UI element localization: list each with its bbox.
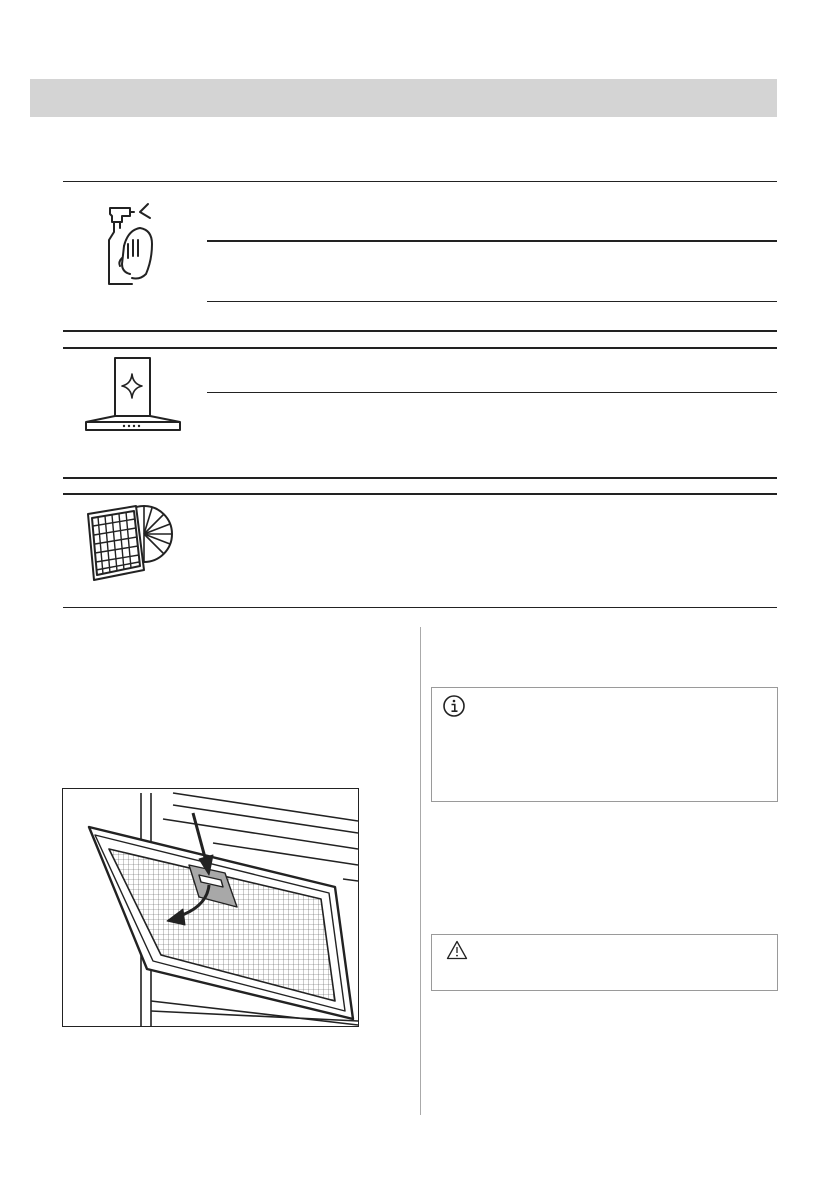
- warning-note-box: [431, 934, 778, 991]
- column-divider: [420, 627, 421, 1115]
- row2-bottom-rule: [63, 477, 777, 479]
- info-icon: [442, 694, 466, 718]
- row2-top-rule: [63, 347, 777, 349]
- row1-sub-rule-1: [207, 240, 777, 242]
- row2-sub-rule: [207, 392, 777, 393]
- cooker-hood-sparkle-icon: [84, 356, 182, 434]
- info-note-box: [431, 687, 778, 802]
- grease-filter-fan-icon: [80, 500, 176, 586]
- row3-top-rule: [63, 493, 777, 495]
- table-top-rule: [63, 181, 777, 182]
- row1-sub-rule-2: [207, 301, 777, 302]
- spray-bottle-cloth-icon: [100, 200, 160, 290]
- section-header-bar: [30, 79, 777, 117]
- table-bottom-rule: [63, 607, 777, 608]
- warning-triangle-icon: [446, 940, 468, 960]
- filter-removal-figure: [62, 788, 359, 1027]
- row1-bottom-rule: [63, 330, 777, 332]
